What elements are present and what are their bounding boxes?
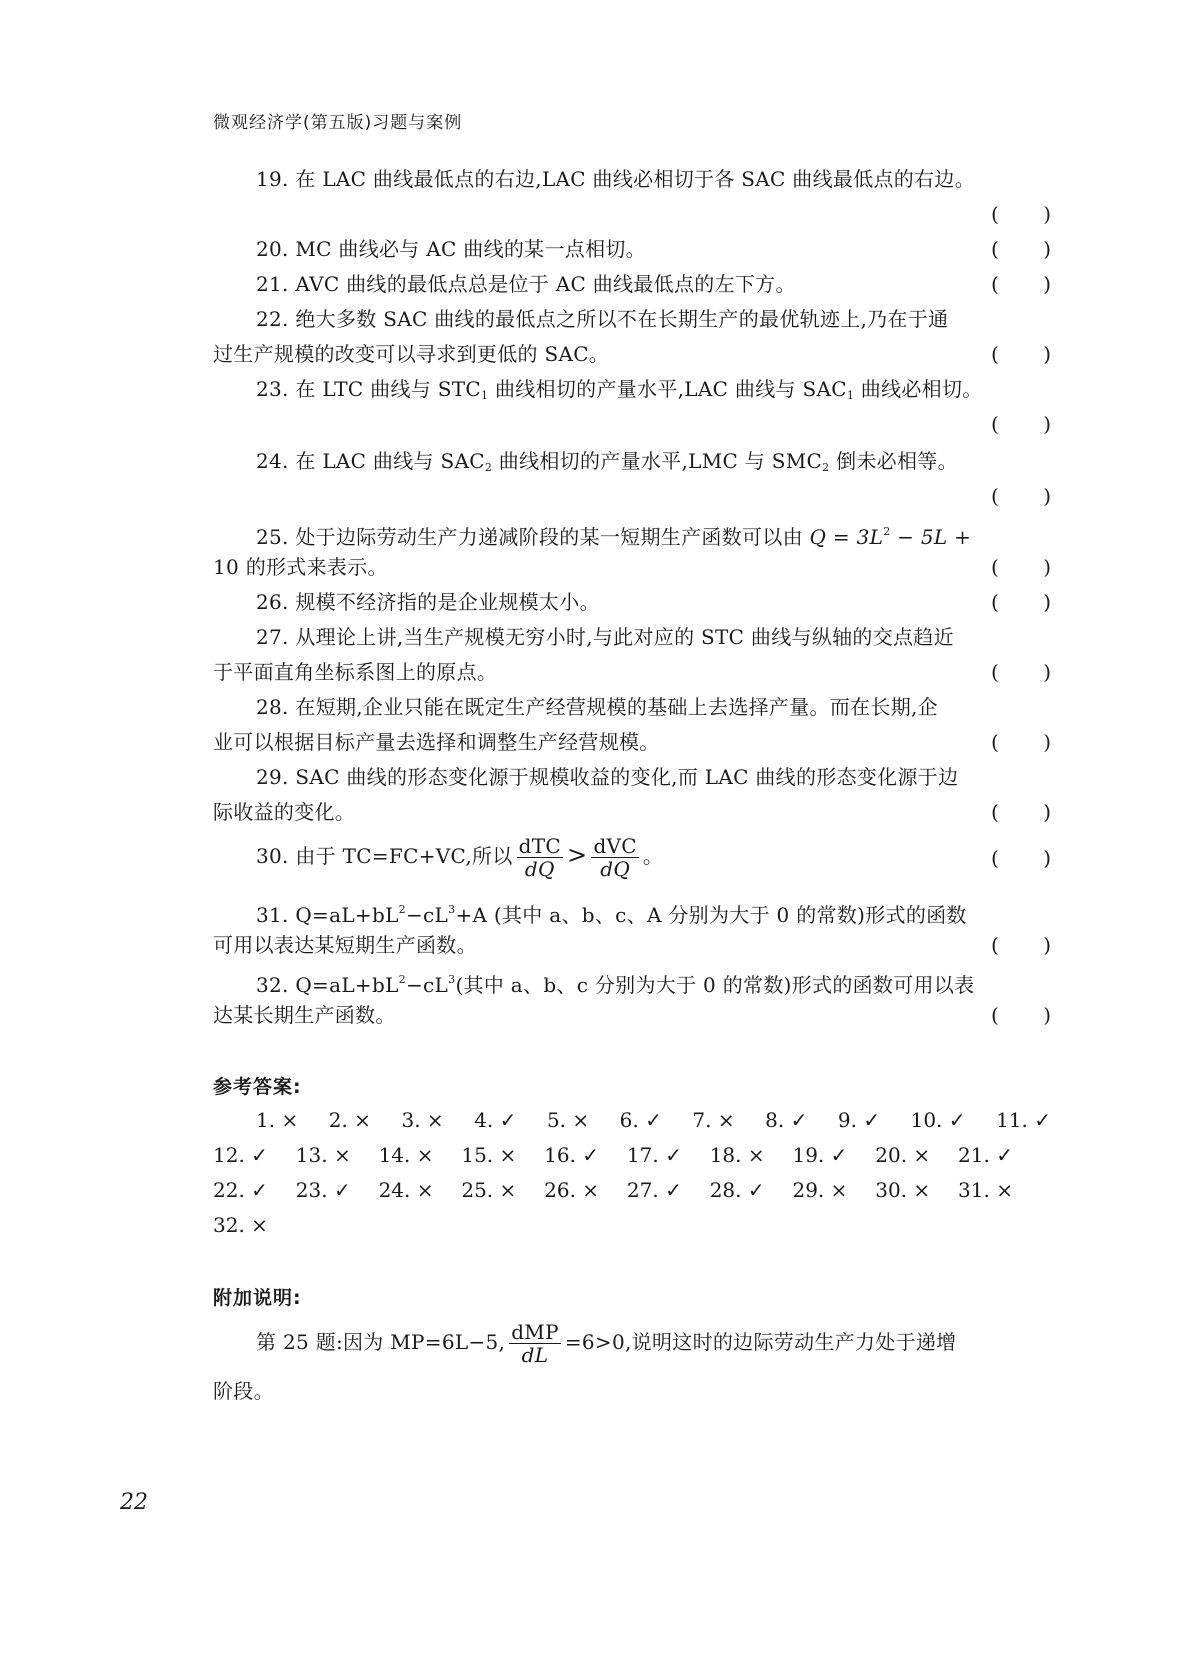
answer-item: 25. × [461,1178,517,1202]
question-31-cont: 可用以表达某短期生产函数。 [213,933,477,957]
answer-paren: ( ) [991,342,1051,366]
answer-item: 14. × [378,1143,434,1167]
question-27-cont: 于平面直角坐标系图上的原点。 [213,660,498,684]
answer-paren: ( ) [991,933,1051,957]
question-29-cont: 际收益的变化。 [213,800,356,824]
answer-item: 10. ✓ [910,1108,966,1132]
answer-item: 31. × [958,1178,1013,1202]
answer-paren: ( ) [991,846,1051,870]
fraction-dtc-dq: $\frac{\text{dTC}}{dQ}$ [518,834,562,881]
answer-paren: ( ) [991,484,1051,508]
question-19: 19. 在 LAC 曲线最低点的右边,LAC 曲线必相切于各 SAC 曲线最低点的右边。 [256,167,976,191]
answer-item: 24. × [378,1178,434,1202]
answer-item: 9. ✓ [837,1108,881,1132]
answer-paren: ( ) [991,660,1051,684]
answer-item: 21. ✓ [958,1143,1013,1167]
question-32: 32. $Q=aL+bL^2-cL^3$(其中 a、b、c 分别为大于 0 的常数)形式的函数可用以表 [256,973,975,997]
note-heading: 附加说明: [213,1287,302,1309]
answer-paren: ( ) [991,555,1051,579]
answer-item: 28. ✓ [709,1178,765,1202]
answer-item: 11. ✓ [996,1108,1051,1132]
question-20: 20. MC 曲线必与 AC 曲线的某一点相切。 [256,237,646,261]
running-header: 微观经济学(第五版)习题与案例 [213,113,463,133]
question-22-cont: 过生产规模的改变可以寻求到更低的 SAC。 [213,342,610,366]
answer-item: 12. ✓ [213,1143,268,1167]
note-text-cont: 阶段。 [213,1379,274,1403]
answer-item: 26. × [544,1178,600,1202]
answer-item: 3. × [401,1108,444,1132]
answer-paren: ( ) [991,590,1051,614]
answer-item: 5. × [546,1108,590,1132]
answers-row-4 [213,1210,1051,1240]
note-text: 第 25 题:因为 MP=6L−5, $\frac{\text{dMP}}{dL}$ =6>0,说明这时的边际劳动生产力处于递增 [256,1320,957,1367]
answer-item: 6. ✓ [619,1108,662,1132]
fraction-dmp-dl: $\frac{\text{dMP}}{dL}$ [511,1320,559,1367]
answer-item: 20. × [875,1143,931,1167]
answer-item: 7. × [692,1108,735,1132]
question-31: 31. $Q=aL+bL^2-cL^3+A$ (其中 a、b、c、A 分别为大于 0 的常数)形式的函数 [256,903,967,927]
question-28-cont: 业可以根据目标产量去选择和调整生产经营规模。 [213,730,660,754]
question-30: 30. 由于 TC=FC+VC,所以 $\frac{\text{dTC}}{dQ}$ > $\frac{\text{dVC}}{dQ}$ 。 [256,834,664,881]
question-23: 23. 在 LTC 曲线与 $STC_1$ 曲线相切的产量水平,LAC 曲线与 $SAC_1$ 曲线必相切。 [256,377,983,402]
answers-heading: 参考答案: [213,1076,302,1098]
answer-paren: ( ) [991,1003,1051,1027]
answers-row-3 [213,1175,1013,1205]
question-25-cont: 10 的形式来表示。 [213,555,388,579]
page-number: 22 [120,1490,148,1515]
answers-row-1 [256,1105,1051,1135]
answer-item: 15. × [461,1143,517,1167]
answer-item: 1. × [256,1108,299,1132]
answer-item: 2. × [328,1108,371,1132]
answer-paren: ( ) [991,800,1051,824]
answer-paren: ( ) [991,202,1051,226]
answers-row-2 [213,1140,1013,1170]
question-28: 28. 在短期,企业只能在既定生产经营规模的基础上去选择产量。而在长期,企 [256,695,938,719]
answer-paren: ( ) [991,730,1051,754]
answer-item: 17. ✓ [626,1143,682,1167]
question-32-cont: 达某长期生产函数。 [213,1003,396,1027]
answer-item: 13. × [295,1143,351,1167]
question-24: 24. 在 LAC 曲线与 $SAC_2$ 曲线相切的产量水平,LMC 与 $SMC_2$ 倒未必相等。 [256,449,958,474]
answer-item: 22. ✓ [213,1178,268,1202]
answer-paren: ( ) [991,237,1051,261]
answer-item: 27. ✓ [626,1178,682,1202]
answer-item: 18. × [709,1143,765,1167]
question-29: 29. SAC 曲线的形态变化源于规模收益的变化,而 LAC 曲线的形态变化源于边 [256,765,959,789]
answer-item: 16. ✓ [544,1143,600,1167]
answer-item: 29. × [792,1178,848,1202]
answer-item: 30. × [875,1178,931,1202]
answer-item: 23. ✓ [295,1178,351,1202]
answer-item: 19. ✓ [792,1143,848,1167]
answer-paren: ( ) [991,272,1051,296]
question-27: 27. 从理论上讲,当生产规模无穷小时,与此对应的 STC 曲线与纵轴的交点趋近 [256,625,954,649]
answer-item: 4. ✓ [474,1108,517,1132]
answer-item: 8. ✓ [765,1108,808,1132]
answer-item: 32. × [213,1213,268,1237]
fraction-dvc-dq: $\frac{\text{dVC}}{dQ}$ [593,834,637,881]
question-21: 21. AVC 曲线的最低点总是位于 AC 曲线最低点的左下方。 [256,272,796,296]
answer-paren: ( ) [991,412,1051,436]
question-26: 26. 规模不经济指的是企业规模太小。 [256,590,600,614]
question-22: 22. 绝大多数 SAC 曲线的最低点之所以不在长期生产的最优轨迹上,乃在于通 [256,307,949,331]
question-25: 25. 处于边际劳动生产力递减阶段的某一短期生产函数可以由 $Q = 3L^2 - 5L$ + [256,525,972,549]
